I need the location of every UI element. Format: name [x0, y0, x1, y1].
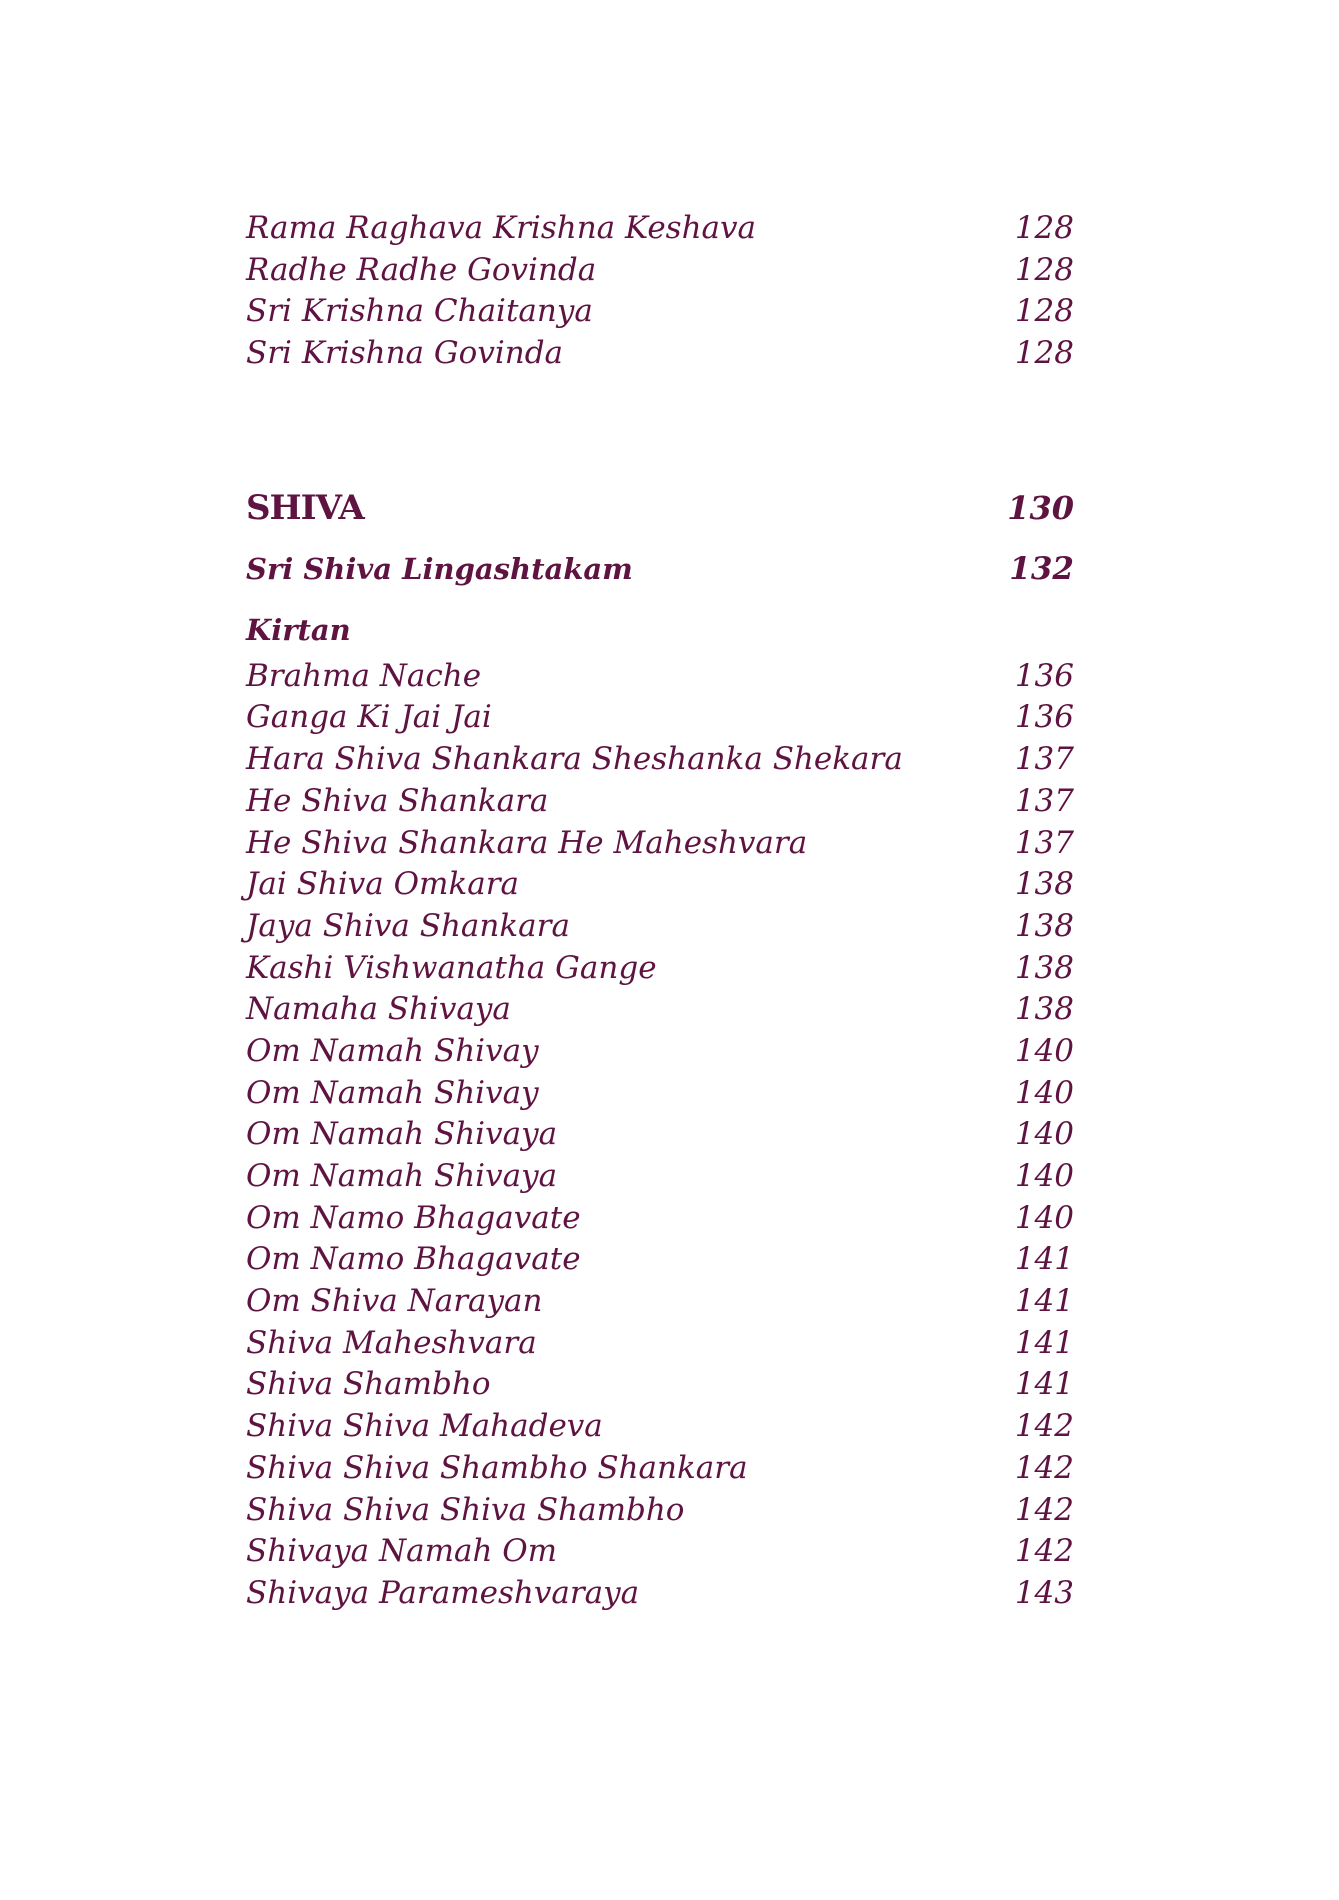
- toc-entry[interactable]: [246, 1573, 1074, 1615]
- toc-entry-page-number: 140: [1014, 1116, 1074, 1153]
- toc-entry-page-number: 137: [1014, 782, 1074, 819]
- toc-entry-title: Om Namah Shivaya: [246, 1116, 558, 1153]
- toc-entry-title: Shiva Shiva Shambho Shankara: [246, 1449, 748, 1486]
- toc-entry[interactable]: [246, 1114, 1074, 1156]
- toc-entry-title: Sri Krishna Govinda: [246, 335, 564, 372]
- toc-entry-title: Brahma Nache: [246, 657, 482, 694]
- toc-entry-page-number: 138: [1014, 907, 1074, 944]
- toc-entry-page-number: 142: [1014, 1408, 1074, 1445]
- toc-entry-page-number: 128: [1014, 251, 1074, 288]
- toc-entry-page-number: 141: [1014, 1324, 1074, 1361]
- subsection-title: Sri Shiva Lingashtakam: [246, 551, 633, 586]
- toc-entry[interactable]: [246, 1281, 1074, 1323]
- toc-entry-title: Om Namah Shivaya: [246, 1158, 558, 1194]
- toc-entry[interactable]: [246, 250, 1074, 292]
- toc-entry[interactable]: [246, 1156, 1074, 1198]
- toc-entry-title: Om Namo Bhagavate: [246, 1241, 581, 1278]
- toc-entry-page-number: 140: [1014, 1074, 1074, 1111]
- toc-entry[interactable]: [246, 1323, 1074, 1365]
- toc-entry-page-number: 141: [1014, 1283, 1074, 1320]
- toc-entry-title: Radhe Radhe Govinda: [246, 251, 597, 288]
- toc-entry-page-number: 140: [1014, 1199, 1074, 1236]
- toc-entry-title: Kashi Vishwanatha Gange: [246, 949, 657, 986]
- toc-entry-title: Ganga Ki Jai Jai: [246, 699, 492, 736]
- toc-entry-page-number: 138: [1014, 866, 1074, 903]
- toc-entry-title: Rama Raghava Krishna Keshava: [246, 210, 757, 246]
- toc-entry[interactable]: [246, 906, 1074, 948]
- toc-entry-title: Namaha Shivaya: [246, 991, 511, 1028]
- toc-entry[interactable]: [246, 739, 1074, 781]
- toc-entry-title: Shiva Shiva Shiva Shambho: [246, 1491, 685, 1528]
- toc-entry[interactable]: [246, 864, 1074, 906]
- toc-entry[interactable]: [246, 333, 1074, 375]
- toc-entry[interactable]: [246, 781, 1074, 823]
- toc-entry[interactable]: [246, 1364, 1074, 1406]
- toc-entry[interactable]: [246, 1031, 1074, 1073]
- toc-entry[interactable]: [246, 948, 1074, 990]
- toc-entry-page-number: 138: [1014, 991, 1074, 1028]
- toc-entry[interactable]: [246, 697, 1074, 739]
- toc-entry-title: He Shiva Shankara: [246, 782, 549, 819]
- subsection-page-number: 132: [1009, 550, 1074, 587]
- toc-entry[interactable]: [246, 1406, 1074, 1448]
- toc-entry-page-number: 140: [1014, 1158, 1074, 1194]
- toc-entry-page-number: 142: [1014, 1449, 1074, 1486]
- toc-entry-title: Shiva Shambho: [246, 1366, 491, 1403]
- table-of-contents: [246, 208, 1074, 1615]
- section-shiva[interactable]: [246, 480, 1074, 536]
- toc-entry[interactable]: [246, 1239, 1074, 1281]
- kirtan-heading: Kirtan: [246, 612, 351, 647]
- toc-entry-title: Hara Shiva Shankara Sheshanka Shekara: [246, 741, 903, 778]
- toc-entry-page-number: 137: [1014, 741, 1074, 778]
- toc-entry-title: Om Shiva Narayan: [246, 1283, 543, 1320]
- toc-entry-title: Sri Krishna Chaitanya: [246, 293, 593, 330]
- toc-entry-page-number: 136: [1014, 699, 1074, 736]
- toc-entry-title: Om Namo Bhagavate: [246, 1199, 581, 1236]
- toc-entry-page-number: 137: [1014, 824, 1074, 861]
- toc-entry-title: Om Namah Shivay: [246, 1032, 539, 1069]
- toc-entry-page-number: 136: [1014, 657, 1074, 694]
- toc-entry[interactable]: [246, 823, 1074, 865]
- toc-entry-page-number: 141: [1014, 1366, 1074, 1403]
- toc-entry-title: Om Namah Shivay: [246, 1074, 539, 1111]
- section-page-number: 130: [1007, 488, 1074, 527]
- toc-entry-title: Shiva Shiva Mahadeva: [246, 1408, 603, 1445]
- toc-entry-title: Shivaya Parameshvaraya: [246, 1574, 640, 1611]
- toc-entry-title: Shiva Maheshvara: [246, 1324, 537, 1361]
- toc-entry[interactable]: [246, 1531, 1074, 1573]
- toc-entry-page-number: 128: [1014, 293, 1074, 330]
- toc-entry-page-number: 128: [1014, 210, 1074, 246]
- toc-entry-title: Shivaya Namah Om: [246, 1533, 558, 1570]
- kirtan-entry-list: [246, 656, 1074, 1615]
- toc-entry-page-number: 140: [1014, 1032, 1074, 1069]
- toc-entry-page-number: 128: [1014, 335, 1074, 372]
- toc-entry[interactable]: [246, 1073, 1074, 1115]
- toc-entry[interactable]: [246, 656, 1074, 698]
- toc-entry[interactable]: [246, 1198, 1074, 1240]
- toc-entry-title: Jai Shiva Omkara: [246, 866, 520, 903]
- toc-entry[interactable]: [246, 1448, 1074, 1490]
- toc-entry-title: He Shiva Shankara He Maheshvara: [246, 824, 808, 861]
- toc-entry-page-number: 143: [1014, 1574, 1074, 1611]
- toc-entry[interactable]: [246, 291, 1074, 333]
- toc-entry-page-number: 141: [1014, 1241, 1074, 1278]
- toc-entry-page-number: 142: [1014, 1491, 1074, 1528]
- toc-entry[interactable]: [246, 1490, 1074, 1532]
- toc-entry-title: Jaya Shiva Shankara: [246, 907, 570, 944]
- section-gap: [246, 375, 1074, 480]
- toc-entry-page-number: 138: [1014, 949, 1074, 986]
- toc-entry-page-number: 142: [1014, 1533, 1074, 1570]
- toc-entry[interactable]: [246, 989, 1074, 1031]
- top-entry-list: [246, 208, 1074, 375]
- toc-entry[interactable]: [246, 208, 1074, 250]
- subsection-lingashtakam[interactable]: [246, 538, 1074, 600]
- section-title: SHIVA: [246, 487, 364, 528]
